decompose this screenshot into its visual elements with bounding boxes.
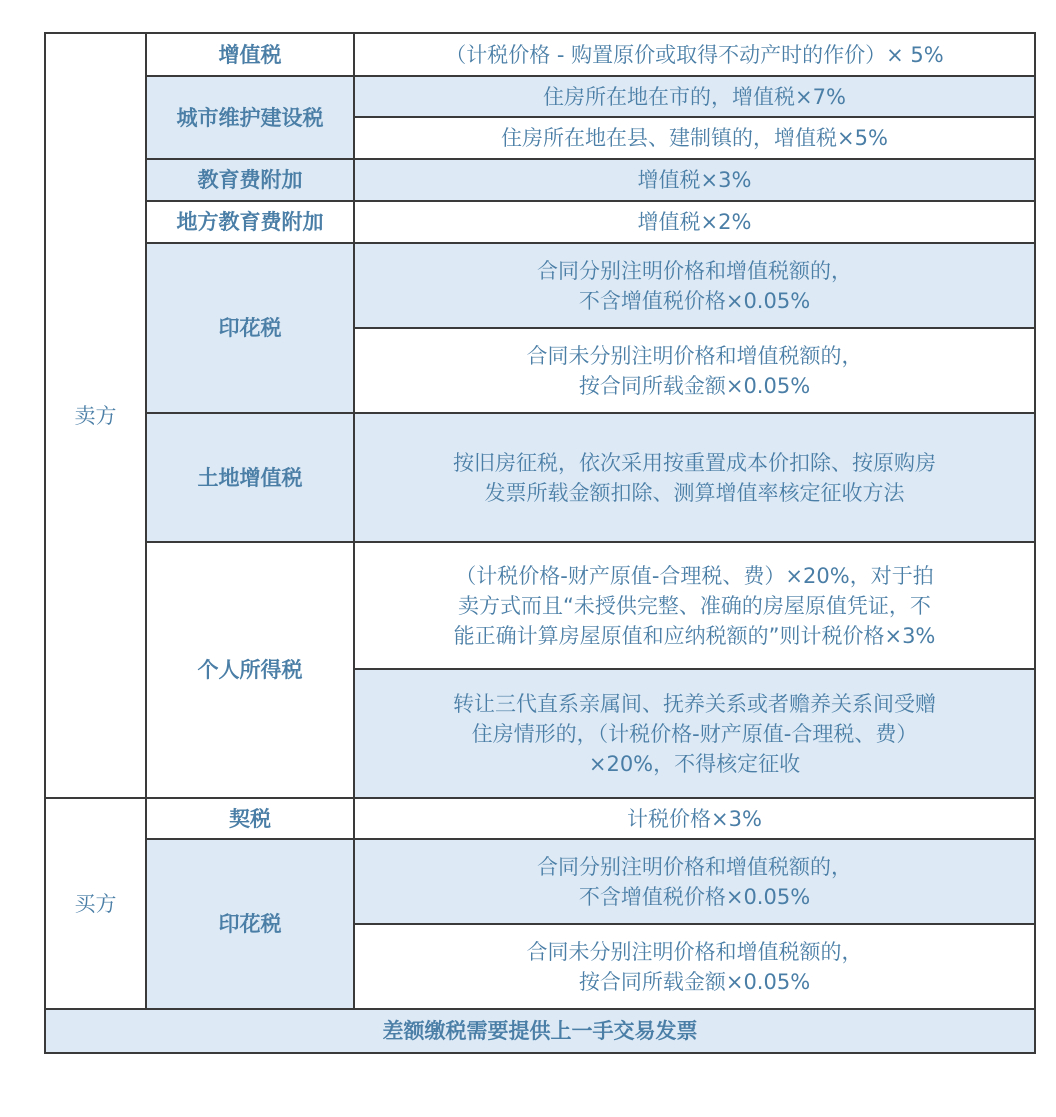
tax-rule-line: 住房情形的，（计税价格-财产原值-合理税、费） (471, 721, 918, 746)
tax-name-personal-income: 个人所得税 (146, 542, 354, 798)
table-row (45, 542, 1035, 669)
tax-rule-line: 按合同所载金额×0.05% (578, 373, 811, 398)
table-row (45, 839, 1035, 924)
tax-rule-line: 发票所载金额扣除、测算增值率核定征收方法 (484, 480, 905, 505)
tax-rule-line: 按旧房征税，依次采用按重置成本价扣除、按原购房 (453, 450, 936, 475)
table-row (45, 1009, 1035, 1053)
tax-rule-line: 不含增值税价格×0.05% (578, 884, 811, 909)
table-row (45, 33, 1035, 76)
tax-rule (354, 542, 1035, 669)
tax-rule: 计税价格×3% (354, 798, 1035, 839)
tax-name-deed-tax: 契税 (146, 798, 354, 839)
table-row (45, 413, 1035, 542)
tax-name-urban-maintenance: 城市维护建设税 (146, 76, 354, 159)
tax-rule (354, 924, 1035, 1009)
tax-rule: 增值税×3% (354, 159, 1035, 201)
tax-rule (354, 669, 1035, 798)
tax-rule-line: 合同分别注明价格和增值税额的， (537, 854, 852, 879)
tax-name-land-appreciation: 土地增值税 (146, 413, 354, 542)
tax-rule (354, 243, 1035, 328)
tax-rule-line: （计税价格-财产原值-合理税、费）×20%，对于拍 (455, 563, 934, 588)
tax-rule: 住房所在地在县、建制镇的，增值税×5% (354, 117, 1035, 159)
tax-rule-line: 不含增值税价格×0.05% (578, 288, 811, 313)
tax-table (44, 32, 1036, 1054)
table-row (45, 159, 1035, 201)
footer-note: 差额缴税需要提供上一手交易发票 (45, 1009, 1035, 1053)
tax-rule: 住房所在地在市的，增值税×7% (354, 76, 1035, 117)
tax-rule-line: ×20%，不得核定征收 (588, 751, 801, 776)
tax-name-vat: 增值税 (146, 33, 354, 76)
tax-name-stamp-duty: 印花税 (146, 243, 354, 413)
tax-rule-line: 合同分别注明价格和增值税额的， (537, 258, 852, 283)
tax-name-education-surcharge: 教育费附加 (146, 159, 354, 201)
tax-rule-line: 合同未分别注明价格和增值税额的， (526, 939, 863, 964)
tax-rule-line: 能正确计算房屋原值和应纳税额的”则计税价格×3% (453, 623, 936, 648)
tax-rule-line: 转让三代直系亲属间、抚养关系或者赡养关系间受赠 (453, 691, 936, 716)
tax-rule (354, 413, 1035, 542)
table-row (45, 76, 1035, 117)
tax-name-local-education-surcharge: 地方教育费附加 (146, 201, 354, 243)
table-row (45, 243, 1035, 328)
tax-rule-line: 合同未分别注明价格和增值税额的， (526, 343, 863, 368)
tax-name-stamp-duty-buyer: 印花税 (146, 839, 354, 1009)
tax-rule (354, 839, 1035, 924)
tax-rule-line: 按合同所载金额×0.05% (578, 969, 811, 994)
table-row (45, 798, 1035, 839)
tax-rule: （计税价格 - 购置原价或取得不动产时的作价）× 5% (354, 33, 1035, 76)
seller-label: 卖方 (45, 33, 146, 798)
tax-rule: 增值税×2% (354, 201, 1035, 243)
tax-rule-line: 卖方式而且“未授供完整、准确的房屋原值凭证，不 (458, 593, 931, 618)
tax-rule (354, 328, 1035, 413)
table-row (45, 201, 1035, 243)
buyer-label: 买方 (45, 798, 146, 1009)
